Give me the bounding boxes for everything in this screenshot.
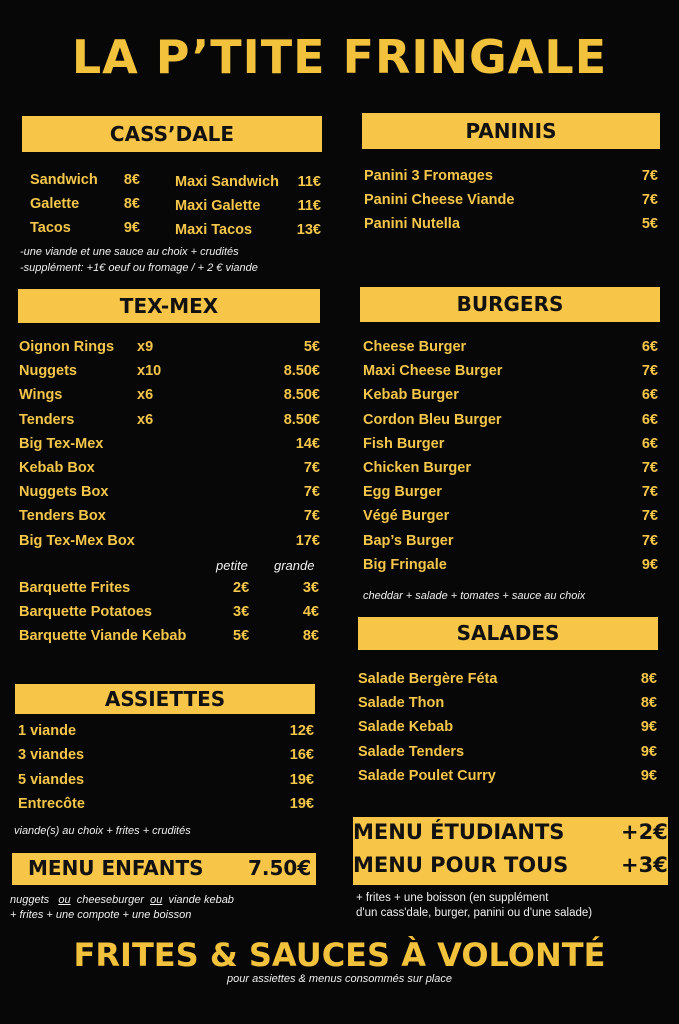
col-petite: petite: [216, 558, 248, 573]
assiettes-heading: ASSIETTES: [15, 684, 315, 714]
item-name: Végé Burger: [363, 508, 450, 525]
item-qty: x9: [137, 339, 154, 355]
item-name: Oignon Rings: [19, 339, 115, 355]
item-price: 7€: [641, 192, 658, 208]
menu-item: [19, 580, 319, 604]
item-name: Salade Thon: [358, 695, 445, 712]
item-name: Kebab Burger: [363, 387, 459, 404]
item-name: Big Tex-Mex: [19, 435, 104, 452]
enfants-ou-2: ou: [150, 894, 163, 906]
menu-item: [363, 533, 658, 557]
item-name: Maxi Tacos: [175, 222, 253, 238]
item-price: 19€: [289, 795, 314, 812]
item-name: Panini Nutella: [364, 216, 460, 232]
item-name: Salade Poulet Curry: [358, 767, 496, 784]
item-name: Tacos: [30, 220, 71, 236]
item-name: Big Tex-Mex Box: [19, 532, 135, 549]
item-price: 7€: [641, 484, 658, 501]
item-name: Big Fringale: [363, 556, 447, 573]
menu-item: [358, 744, 657, 768]
menu-item: [358, 695, 657, 719]
page-title: LA P’TITE FRINGALE: [71, 30, 608, 84]
menu-item: [30, 220, 140, 244]
item-name: Maxi Sandwich: [175, 174, 279, 190]
menu-item: [363, 508, 658, 532]
item-name: Bap’s Burger: [363, 532, 454, 549]
menu-tous-label: MENU POUR TOUS: [353, 853, 569, 877]
item-price: 11€: [297, 198, 321, 214]
enfants-option-nuggets: nuggets: [10, 894, 50, 906]
item-price: 9€: [641, 556, 658, 573]
cassdale-heading: CASS’DALE: [22, 116, 322, 152]
item-name: 3 viandes: [18, 747, 85, 764]
item-price: 7€: [641, 168, 658, 184]
cassdale-note-1: -une viande et une sauce au choix + crudités: [20, 246, 239, 258]
menu-item: [364, 216, 658, 240]
enfants-option-kebab: viande kebab: [168, 894, 234, 906]
item-price: 6€: [641, 435, 658, 452]
item-name: Barquette Potatoes: [19, 604, 152, 620]
menu-item: [30, 172, 140, 196]
menu-item: [18, 747, 314, 771]
menu-item: [358, 719, 657, 743]
item-price: 8€: [640, 671, 657, 687]
item-price: 6€: [641, 411, 658, 428]
item-price: 8.50€: [283, 387, 320, 404]
menu-item: [19, 436, 320, 460]
menu-item: [19, 412, 320, 436]
item-name: Maxi Cheese Burger: [363, 363, 503, 380]
item-name: Tenders Box: [19, 508, 106, 525]
menu-item: [175, 174, 321, 198]
menu-item: [364, 192, 658, 216]
item-price: 8.50€: [283, 363, 320, 380]
item-name: Barquette Viande Kebab: [19, 628, 187, 644]
item-name: Panini Cheese Viande: [364, 192, 515, 208]
item-name: Panini 3 Fromages: [364, 168, 493, 184]
assiettes-note: viande(s) au choix + frites + crudités: [14, 825, 191, 837]
salades-heading: SALADES: [358, 617, 658, 650]
menus-note-1: + frites + une boisson (en supplément: [356, 892, 549, 904]
item-name: Salade Kebab: [358, 719, 454, 736]
menu-item: [363, 387, 658, 411]
menu-item: [18, 796, 314, 820]
item-name: Salade Bergère Féta: [358, 671, 498, 687]
menu-item: [19, 508, 320, 532]
menu-item: [175, 198, 321, 222]
menu-item: [358, 671, 657, 695]
enfants-price: 7.50€: [248, 856, 312, 880]
item-price: 8€: [640, 695, 657, 712]
item-name: Wings: [19, 387, 63, 404]
item-price: 12€: [289, 723, 314, 739]
item-price: 17€: [295, 532, 320, 549]
paninis-heading: PANINIS: [362, 113, 660, 149]
menu-item: [363, 460, 658, 484]
menu-item: [19, 387, 320, 411]
menu-item: [30, 196, 140, 220]
menus-note-2: d'un cass'dale, burger, panini ou d'une salade): [356, 907, 593, 919]
item-name: Egg Burger: [363, 484, 442, 501]
menu-item: [363, 339, 658, 363]
item-price: 11€: [297, 174, 321, 190]
enfants-banner: [12, 853, 316, 885]
menus-banner: [353, 817, 668, 885]
item-name: Nuggets: [19, 363, 77, 380]
item-price: 7€: [303, 460, 320, 476]
menu-item: [363, 436, 658, 460]
menu-item: [175, 222, 321, 246]
menu-item: [19, 628, 319, 652]
item-name: Barquette Frites: [19, 580, 131, 596]
menu-item: [19, 604, 319, 628]
item-name: Kebab Box: [19, 460, 95, 476]
item-price: 13€: [296, 222, 321, 238]
item-price: 5€: [303, 339, 320, 355]
footer-headline: FRITES & SAUCES À VOLONTÉ: [73, 936, 606, 974]
menu-item: [18, 772, 314, 796]
item-price: 9€: [640, 743, 657, 760]
burgers-heading: BURGERS: [360, 287, 660, 322]
item-qty: x10: [137, 363, 162, 380]
item-price: 8€: [123, 172, 140, 188]
menu-item: [18, 723, 314, 747]
item-price: 7€: [641, 532, 658, 549]
item-price: 8€: [123, 196, 140, 212]
menu-tous-price: +3€: [621, 853, 668, 877]
menu-item: [363, 484, 658, 508]
item-name: Maxi Galette: [175, 198, 261, 214]
item-price-large: 4€: [302, 604, 319, 620]
item-name: Tenders: [19, 411, 75, 428]
cassdale-note-2: -supplément: +1€ oeuf ou fromage / + 2 € viande: [20, 262, 258, 274]
enfants-ou-1: ou: [58, 894, 71, 906]
menu-item: [19, 339, 320, 363]
footer-subtitle: pour assiettes & menus consommés sur place: [227, 973, 452, 985]
col-grande: grande: [274, 558, 315, 573]
item-price: 16€: [289, 747, 314, 764]
enfants-note-1: [10, 894, 234, 906]
item-price: 7€: [641, 508, 658, 525]
menu-item: [19, 484, 320, 508]
item-name: Salade Tenders: [358, 743, 465, 760]
item-price: 7€: [303, 484, 320, 501]
menu-item: [363, 412, 658, 436]
item-price: 9€: [640, 767, 657, 784]
item-price: 7€: [303, 508, 320, 525]
burgers-note: cheddar + salade + tomates + sauce au choix: [363, 590, 586, 602]
item-name: 5 viandes: [18, 771, 85, 788]
menu-item: [358, 768, 657, 792]
item-price: 19€: [289, 771, 314, 788]
item-price-large: 8€: [302, 628, 319, 644]
item-price: 9€: [640, 719, 657, 736]
enfants-heading: MENU ENFANTS: [28, 856, 204, 880]
item-name: Fish Burger: [363, 435, 445, 452]
item-name: Nuggets Box: [19, 484, 109, 501]
menu-item: [363, 557, 658, 581]
item-name: Sandwich: [30, 172, 98, 188]
item-price: 7€: [641, 460, 658, 476]
item-price-small: 3€: [233, 604, 250, 620]
menu-item: [364, 168, 658, 192]
enfants-note-2: + frites + une compote + une boisson: [10, 909, 192, 921]
item-price: 9€: [123, 220, 140, 236]
item-price-large: 3€: [302, 580, 319, 596]
item-name: 1 viande: [18, 723, 77, 739]
enfants-option-cheeseburger: cheeseburger: [76, 894, 144, 906]
item-price: 5€: [641, 216, 658, 232]
item-name: Cheese Burger: [363, 339, 467, 355]
item-price: 14€: [295, 435, 320, 452]
item-price-small: 5€: [233, 628, 250, 644]
item-qty: x6: [137, 411, 154, 428]
texmex-heading: TEX-MEX: [18, 289, 320, 323]
item-name: Entrecôte: [18, 795, 85, 812]
item-price: 7€: [641, 363, 658, 380]
menu-item: [363, 363, 658, 387]
item-qty: x6: [137, 387, 154, 404]
item-name: Galette: [30, 196, 80, 212]
menu-item: [19, 533, 320, 557]
item-price: 6€: [641, 387, 658, 404]
menu-item: [19, 363, 320, 387]
item-name: Chicken Burger: [363, 460, 471, 476]
item-price-small: 2€: [233, 580, 250, 596]
menu-etudiants-price: +2€: [621, 820, 668, 844]
menu-etudiants-label: MENU ÉTUDIANTS: [353, 820, 565, 844]
item-price: 8.50€: [283, 411, 320, 428]
menu-item: [19, 460, 320, 484]
item-price: 6€: [641, 339, 658, 355]
item-name: Cordon Bleu Burger: [363, 411, 502, 428]
